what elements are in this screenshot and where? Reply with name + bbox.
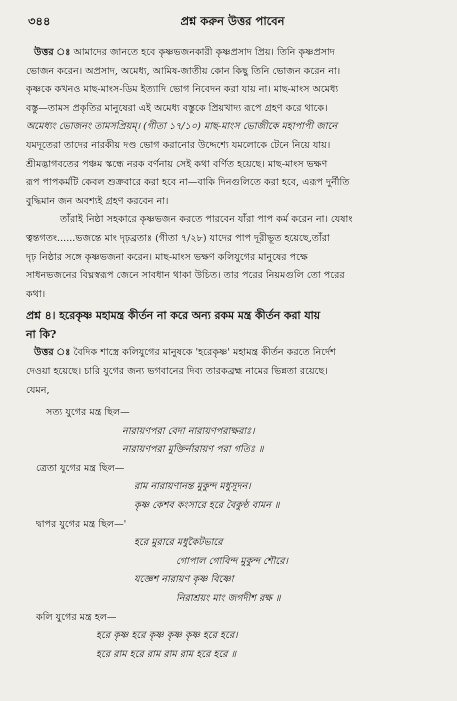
- mantra-line: নারায়ণপরা মুক্তির্নারায়ণ পরা গতিঃ ॥: [122, 444, 264, 456]
- text-line: যমদূতেরা তাদের নারকীয় দণ্ড ভোগ করানোর উদ্দেশ্যে যমলোকে টেনে নিয়ে যায়।: [26, 139, 331, 151]
- text-line: ভোজন করেন। অপ্রসাদ, অমেধ্য, আমিষ-জাতীয় কোন কিছু তিনি ভোজন করেন না।: [26, 65, 341, 77]
- answer-label: উত্তর ঃ: [34, 47, 71, 58]
- satya-yuga-title: সত্য যুগের মন্ত্র ছিল—: [46, 407, 130, 419]
- page-body: [26, 44, 439, 664]
- mantra-line: হরে রাম হরে রাম রাম রাম হরে হরে ॥: [96, 648, 237, 660]
- running-title: প্রশ্ন করুন উত্তর পাবেন: [180, 14, 285, 28]
- text-line: দেওয়া হয়েছে। চারি যুগের জন্য ভগবানের দিব্য তারকব্রহ্ম নামের ভিন্নতা রয়েছে।: [26, 365, 328, 377]
- page-number: ৩৪৪: [28, 14, 51, 28]
- mantra-line: রাম নারায়ণানন্ত মুকুন্দ মধুসূদন।: [134, 481, 251, 493]
- question-heading: [26, 306, 439, 344]
- mantra-line: গোপাল গোবিন্দ মুকুন্দ শৌরে।: [176, 555, 288, 567]
- mantra-line: কৃষ্ণ কেশব কংসারে হরে বৈকুণ্ঠ বামন ॥: [134, 500, 280, 512]
- text-line: বুদ্ধিমান জন অবশ্যই গ্রহণ করবেন না।: [26, 195, 169, 207]
- text-line: অমেধ্যং ভোজনং তামসপ্রিয়ম্। (গীতা ১৭/১০) মাছ-মাংস ভোজীকে মহাপাপী জানে: [26, 121, 338, 133]
- dwapara-yuga-title: দ্বাপর যুগের মন্ত্র ছিল—': [36, 518, 127, 530]
- mantra-line: হরে কৃষ্ণ হরে কৃষ্ণ কৃষ্ণ কৃষ্ণ হরে হরে।: [96, 630, 238, 642]
- text-line: বৈদিক শাস্ত্রে কলিযুগের মানুষকে 'হরেকৃষ্ণ' মহামন্ত্র কীর্তন করতে নির্দেশ: [73, 347, 336, 359]
- answer-paragraph-3: [26, 344, 439, 400]
- text-line: বস্তু—তামস প্রকৃতির মানুষেরা এই অমেধ্য বস্তুকে প্রিয়খাদ্য রূপে গ্রহণ করে থাকে।: [26, 102, 328, 114]
- text-line: রূপ পাপকর্মটি কেবল শুক্রবারে করা হবে না—বাকি দিনগুলিতে করা হবে, এরূপ দুর্নীতি: [26, 177, 350, 189]
- question-line: প্রশ্ন ৪। হরেকৃষ্ণ মহামন্ত্র কীর্তন না করে অন্য রকম মন্ত্র কীর্তন করা যায়: [26, 309, 321, 323]
- text-line: শ্রীমদ্ভাগবতের পঞ্চম স্কন্ধে নরক বর্ণনায় সেই কথা বর্ণিত হয়েছে। মাছ-মাংস ভক্ষণ: [26, 158, 328, 170]
- text-line: কথা।: [26, 288, 46, 300]
- text-line: ত্বন্তগতং......ভজন্তে মাং দৃঢ়ব্রতাঃ (গীতা ৭/২৮) যাদের পাপ দূরীভূত হয়েছে,তাঁরা: [26, 232, 330, 244]
- text-line: কৃষ্ণকে কখনও মাছ-মাংস-ডিম ইত্যাদি ভোগ নিবেদন করা যায় না। মাছ-মাংস অমেধ্য: [26, 84, 339, 96]
- mantra-line: নারায়ণপরা বেদা নারায়ণপরাক্ষরাঃ।: [122, 425, 255, 437]
- answer-paragraph-1: [26, 44, 439, 211]
- mantra-line: নিরাশ্রয়ং মাং জগদীশ রক্ষ ॥: [176, 593, 281, 605]
- mantra-line: যজ্ঞেশ নারায়ণ কৃষ্ণ বিষ্ণো: [134, 574, 234, 586]
- page-header: [26, 10, 439, 32]
- text-line: দৃঢ় নিষ্ঠার সঙ্গে কৃষ্ণভজনা করেন। মাছ-মাংস ভক্ষণ কলিযুগের মানুষের পক্ষে: [26, 251, 308, 263]
- text-line: সাধনভজনের বিঘ্নস্বরূপ জেনে সাবধান থাকা উচিত। তার পরের নিয়মগুলি তো পরের: [26, 270, 345, 282]
- answer-label: উত্তর ঃ: [34, 347, 71, 359]
- question-line: না কি?: [26, 328, 57, 342]
- text-line: যেমন,: [26, 384, 50, 396]
- text-line: আমাদের জানতে হবে কৃষ্ণভজনকারী কৃষ্ণপ্রসাদ প্রিয়। তিনি কৃষ্ণপ্রসাদ: [73, 47, 335, 58]
- kali-yuga-title: কলি যুগের মন্ত্র হল—: [36, 611, 117, 623]
- text-line: তাঁরাই নিষ্ঠা সহকারে কৃষ্ণভজন করতে পারবেন যাঁরা পাপ কর্ম করেন না। যেষাং: [60, 214, 353, 226]
- treta-yuga-title: ত্রেতা যুগের মন্ত্র ছিল—: [36, 462, 125, 474]
- mantra-line: হরে মুরারে মধুকৈটভারে: [134, 537, 223, 549]
- answer-paragraph-2: [26, 211, 439, 304]
